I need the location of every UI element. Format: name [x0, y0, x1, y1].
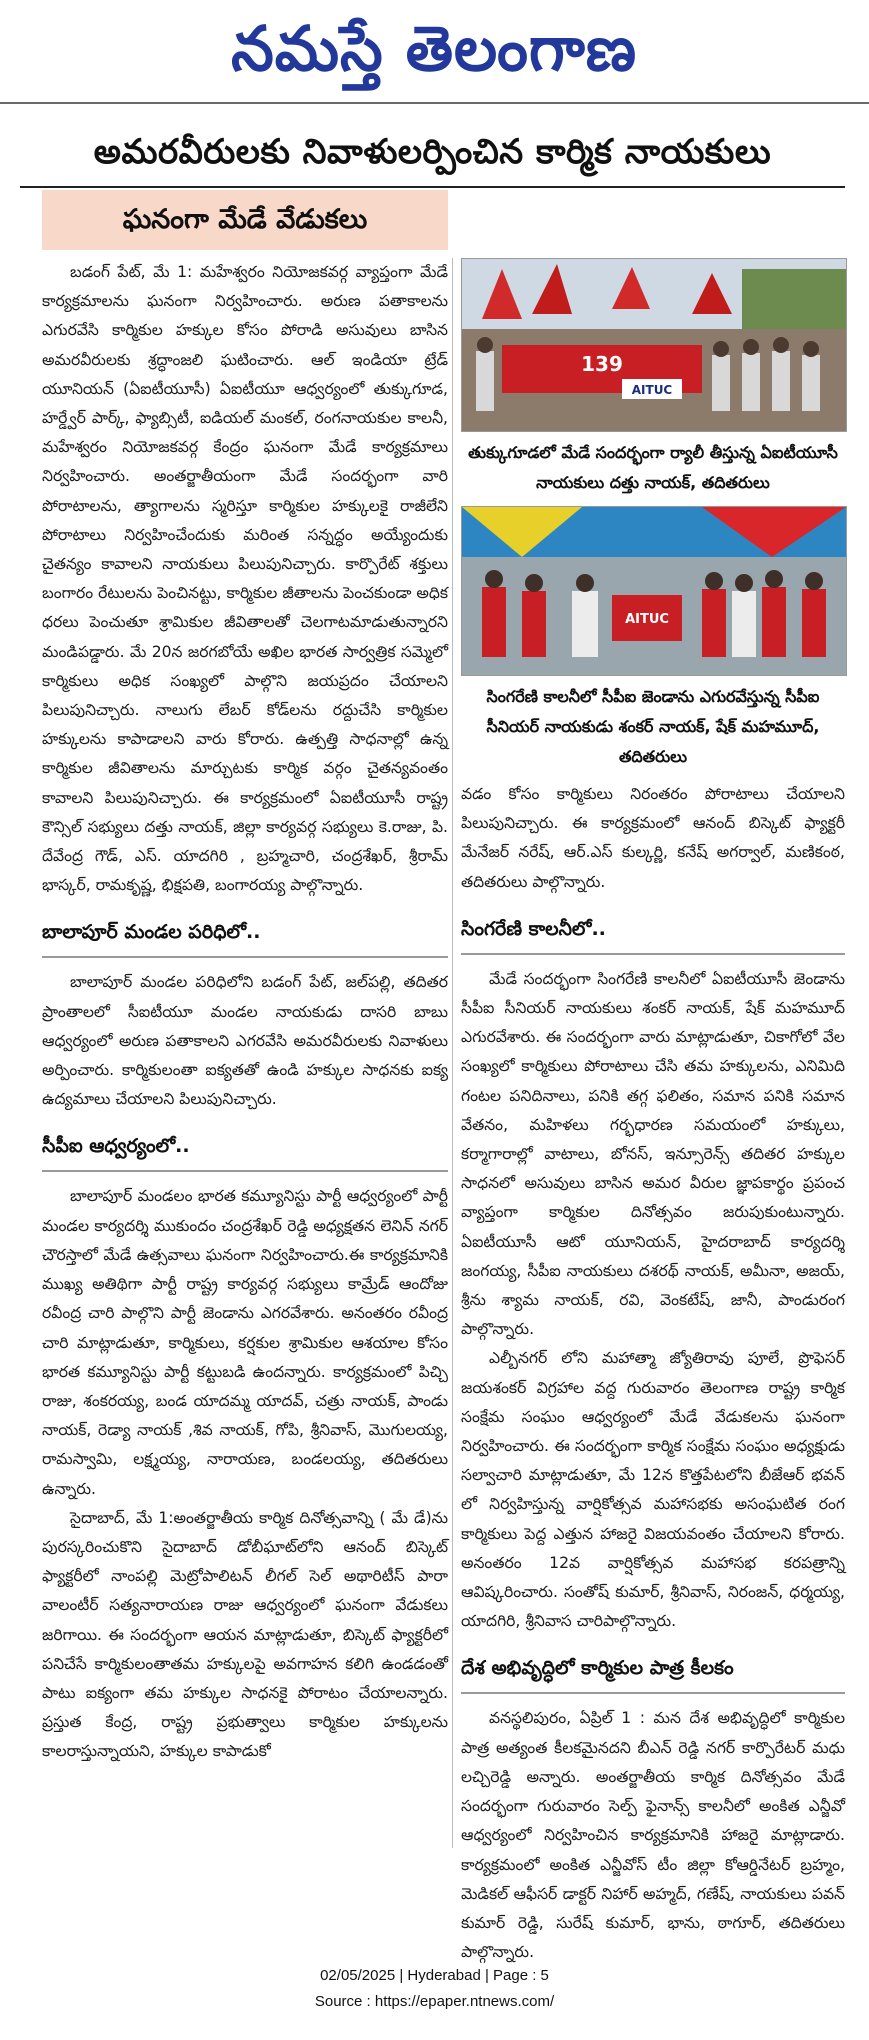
- footer-source: Source : https://epaper.ntnews.com/: [314, 1993, 555, 2010]
- section-rule: [461, 1692, 845, 1694]
- article: [20, 120, 845, 1962]
- page-footer: [0, 1963, 869, 2015]
- footer-date-page: 02/05/2025 | Hyderabad | Page : 5: [320, 1967, 549, 1984]
- section-heading-cpi: సీపీఐ ఆధ్వర్యంలో..: [42, 1135, 190, 1158]
- photo-rally-caption: తుక్కుగూడలో మేడే సందర్భంగా ర్యాలీ తీస్తున్న ఏఐటీయూసీ నాయకులు దత్తు నాయక్, తదితరులు: [468, 443, 838, 492]
- article-subhead: ఘనంగా మేడే వేడుకలు: [42, 190, 448, 250]
- paragraph-saidabad: సైదాబాద్, మే 1:అంతర్జాతీయ కార్మిక దినోత్సవాన్ని ( మే డే)ను పురస్కరించుకొని సైదాబాద్ డోబీఘాట్‌లోని ఆనంద్ బిస్కెట్ ఫ్యాక్టరీలో నాంపల్లి మెట్రోపాలిటన్ లీగల్ సెల్ అథారిటీస్ పారా వాలంటీర్ సత్యనారాయణ రాజు ఆధ్వర్యంలో ఘనంగా వేడుకలు జరిగాయి. ఈ సందర్భంగా ఆయన మాట్లాడుతూ, బిస్కెట్ ఫ్యాక్టరీలో పనిచేసే కార్మికులంతాతమ హక్కులపై అవగాహన కలిగి ఉండడంతో పాటు ఐక్యంగా తమ హక్కుల సాధనకై పోరాటం చేయాలన్నారు. ప్రస్తుత కేంద్ర, రాష్ట్ర ప్రభుత్వాలు కార్మికుల హక్కులను కాలరాస్తున్నాయని, హక్కుల కాపాడుకో: [42, 1508, 448, 1761]
- photo-flag-caption: సింగరేణి కాలనీలో సీపీఐ జెండాను ఎగురవేస్తున్న సీపీఐ సీనియర్ నాయకుడు శంకర్ నాయక్, షేక్ మహమూద్, తదితరులు: [486, 687, 820, 766]
- masthead-rule: [0, 102, 869, 104]
- masthead: [0, 0, 869, 100]
- lead-paragraph: బడంగ్ పేట్, మే 1: మహేశ్వరం నియోజకవర్గ వ్యాప్తంగా మేడే కార్యక్రమాలను ఘనంగా నిర్వహించారు. అరుణ పతాకాలను ఎగురవేసి కార్మికుల హక్కుల కోసం పోరాడి అసువులు బాసిన అమరవీరులకు శ్రద్ధాంజలి ఘటించారు. ఆల్ ఇండియా ట్రేడ్ యూనియన్ (ఏఐటీయూసీ) ఏఐటీయూ ఆధ్వర్యంలో తుక్కుగూడ, హర్డ్వేర్ పార్క్, ఫ్యాబ్సిటీ, ఐడియల్ మంకల్, రంగనాయకుల కాలనీ, మహేశ్వరం నియోజకవర్గ కేంద్రం ఘనంగా మేడే కార్యక్రమాలు నిర్వహించారు. అంతర్జాతీయంగా మేడే సందర్భంగా వారి పోరాటాలను, త్యాగాలను స్మరిస్తూ కార్మికుల హక్కులకై రాజీలేని పోరాటాలు నిర్వహించేందుకు మరింత సన్నద్ధం అయ్యేందుకు చైతన్యం కావాలని నాయకులు పిలుపునిచ్చారు. కార్పొరేట్ శక్తులు బంగారం రేటులను పెంచినట్టు, కార్మికుల జీతాలను పెంచకుండా అధిక ధరలు పెంచుతూ శ్రామికుల జీవితాలతో చెలగాటమాడుతున్నారని మండిపడ్డారు. మే 20న జరగబోయే అఖిల భారత సార్వత్రిక సమ్మెలో కార్మికులు అధిక సంఖ్యలో పాల్గొని జయప్రదం చేయాలని పిలుపునిచ్చారు. నాలుగు లేబర్ కోడ్‌లను రద్దుచేసి కార్మికుల హక్కులను కాపాడాలని వారు కోరారు. ఉత్పత్తి సాధనాల్లో ఉన్న కార్మికుల జీవితాలను మార్చుటకు కార్మిక వర్గం చైతన్యవంతం కావాలని పిలుపునిచ్చారు. ఈ కార్యక్రమంలో ఏఐటీయూసీ రాష్ట్ర కౌన్సిల్ సభ్యులు దత్తు నాయక్, జిల్లా కార్యవర్గ సభ్యులు కె.రాజు, పి. దేవేంద్ర గౌడ్, ఎస్. యాదగిరి , బ్రహ్మచారి, చంద్రశేఖర్, శ్రీరామ్ భాస్కర్, రామకృష్ణ, భిక్షపతి, బంగారయ్య పాల్గొన్నారు.: [42, 263, 448, 895]
- section-rule: [42, 1170, 448, 1172]
- right-column: [461, 258, 845, 1967]
- left-column: [42, 258, 448, 1767]
- paragraph-continuation: వడం కోసం కార్మికులు నిరంతరం పోరాటాలు చేయాలని పిలుపునిచ్చారు. ఈ కార్యక్రమంలో ఆనంద్ బిస్కెట్ ఫ్యాక్టరీ మేనేజర్ నరేష్, ఆర్.ఎస్ కుల్కర్ణి, కనేష్ అగర్వాల్, మణికంఠ, తదితరులు పాల్గొన్నారు.: [461, 785, 845, 891]
- section-rule: [42, 956, 448, 958]
- banner-number: 139: [581, 352, 623, 376]
- paragraph-singareni: మేడే సందర్భంగా సింగరేణి కాలనీలో ఏఐటీయూసీ జెండాను సీపీఐ సీనియర్ నాయకులు శంకర్ నాయక్, షేక్ మహమూద్ ఎగురవేశారు. ఈ సందర్భంగా వారు మాట్లాడుతూ, చికాగోలో వేల సంఖ్యలో కార్మికులు పోరాటాలు చేసి తమ హక్కులను, ఎనిమిది గంటల పనిదినాలు, పనికి తగ్గ ఫలితం, సమాన పనికి సమాన వేతనం, మహిళలు గర్భధారణ సమయంలో హక్కులు, కర్మాగారాల్లో వాటాలు, బోనస్, ఇన్సూరెన్స్ తదితర హక్కుల సాధనలో అసువులు బాసిన అమర వీరుల జ్ఞాపకార్థం ప్రపంచ వ్యాప్తంగా కార్మికుల దినోత్సవం జరుపుకుంటున్నారు. ఏఐటీయూసీ ఆటో యూనియన్, హైదరాబాద్ కార్యదర్శి జంగయ్య, సీపీఐ నాయకులు దశరథ్ నాయక్, అమీనా, అజయ్, శ్రీను శ్యామ నాయక్, రవి, వెంకటేష్, జానీ, పాండురంగ పాల్గొన్నారు.: [461, 969, 845, 1339]
- section-heading-development: దేశ అభివృద్ధిలో కార్మికుల పాత్ర కీలకం: [461, 1657, 734, 1680]
- paragraph-cpi: బాలాపూర్ మండలం భారత కమ్యూనిస్టు పార్టీ ఆధ్వర్యంలో పార్టీ మండల కార్యదర్శి ముకుందం చంద్రశేఖర్ రెడ్డి అధ్యక్షతన లెనిన్ నగర్ చౌరస్తాలో మేడే ఉత్సవాలు ఘనంగా నిర్వహించారు.ఈ కార్యక్రమానికి ముఖ్య అతిథిగా పార్టీ రాష్ట్ర కార్యవర్గ సభ్యులు కామ్రేడ్ ఆందోజు రవీంద్ర చారి పాల్గొని పార్టీ జెండాను ఎగరవేశారు. అనంతరం రవీంద్ర చారి మాట్లాడుతూ, కార్మికులు, కర్షకుల శ్రామికుల ఆశయాల కోసం భారత కమ్యూనిస్టు పార్టీ కట్టుబడి ఉందన్నారు. కార్యక్రమంలో పిచ్చి రాజు, శంకరయ్య, బండ యాదమ్మ యాదవ్, చత్రు నాయక్, పాండు నాయక్, రెడ్యా నాయక్ ,శివ నాయక్, గోపి, శ్రీనివాస్, మొగులయ్య, రామస్వామి, లక్ష్మయ్య, నారాయణ, బండలయ్య, తదితరులు ఉన్నారు.: [42, 1187, 448, 1498]
- newspaper-title: నమస్తే తెలంగాణ: [231, 12, 638, 85]
- column-divider: [452, 258, 453, 1848]
- paragraph-lbnagar: ఎల్బీనగర్ లోని మహాత్మా జ్యోతిరావు పూలే, ప్రొఫెసర్ జయశంకర్ విగ్రహాల వద్ద గురువారం తెలంగాణ రాష్ట్ర కార్మిక సంక్షేమ సంఘం ఆధ్వర్యంలో మేడే వేడుకలను ఘనంగా నిర్వహించారు. ఈ సందర్భంగా కార్మిక సంక్షేమ సంఘం అధ్యక్షుడు సల్వాచారి మాట్లాడుతూ, మే 12న కొత్తపేటలోని బీజేఆర్ భవన్ లో నిర్వహిస్తున్న వార్షికోత్సవ మహాసభకు అసంఘటిత రంగ కార్మికులు పెద్ద ఎత్తున హాజరై విజయవంతం చేయాలని కోరారు. అనంతరం 12వ వార్షికోత్సవ మహాసభ కరపత్రాన్ని ఆవిష్కరించారు. సంతోష్ కుమార్, శ్రీనివాస్, నిరంజన్, ధర్మయ్య, యాదగిరి, శ్రీనివాస చారిపాల్గొన్నారు.: [461, 1349, 845, 1631]
- rally-photo-image: [462, 259, 846, 431]
- flag-photo-image: [462, 507, 846, 675]
- section-heading-balapur: బాలాపూర్ మండల పరిధిలో..: [42, 921, 261, 944]
- banner-badge: AITUC: [631, 383, 673, 397]
- flag-badge: AITUC: [625, 612, 669, 627]
- article-headline: అమరవీరులకు నివాళులర్పించిన కార్మిక నాయకులు: [93, 132, 772, 172]
- section-heading-singareni: సింగరేణి కాలనీలో..: [461, 917, 606, 940]
- paragraph-balapur: బాలాపూర్ మండల పరిధిలోని బడంగ్ పేట్, జల్‌పల్లి, తదితర ప్రాంతాలలో సీఐటీయూ మండల నాయకుడు దాసరి బాబు ఆధ్వర్యంలో అరుణ పతాకాలని ఎగరవేసి అమరవీరులకు నివాళులు అర్పించారు. కార్మికులంతా ఐక్యతతో ఉండి హక్కుల సాధనకు ఐక్య ఉద్యమాలు చేయాలని పిలుపునిచ్చారు.: [42, 973, 448, 1109]
- paragraph-vanasthalipuram: వనస్థలిపురం, ఏప్రిల్ 1 : మన దేశ అభివృద్ధిలో కార్మికుల పాత్ర అత్యంత కీలకమైనదని బీఎన్ రెడ్డి నగర్ కార్పొరేటర్ మధు లచ్చిరెడ్డి అన్నారు. అంతర్జాతీయ కార్మిక దినోత్సవం మేడే సందర్భంగా గురువారం సెల్ప్ ఫైనాన్స్ కాలనీలో అంకిత ఎన్జీవో ఆధ్వర్యంలో నిర్వహించిన కార్యక్రమానికి హాజరై మాట్లాడారు. కార్యక్రమంలో అంకిత ఎన్జీవోస్ టీం జిల్లా కోఆర్డినేటర్ బ్రహ్మం, మెడికల్ ఆఫీసర్ డాక్టర్ నిహార్ అహ్మద్, గణేష్, నాయకులు పవన్ కుమార్ రెడ్డి, సురేష్ కుమార్, భాను, ఠాగూర్, తదితరులు పాల్గొన్నారు.: [461, 1709, 845, 1962]
- photo-flag-hoisting: [461, 506, 847, 676]
- section-rule: [461, 953, 845, 955]
- headline-rule: [20, 186, 845, 188]
- photo-rally: [461, 258, 847, 432]
